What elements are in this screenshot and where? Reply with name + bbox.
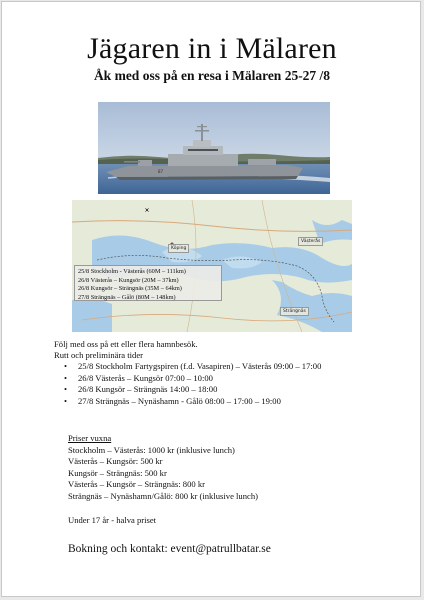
map-route-line: 25/8 Stockholm - Västerås (60M – 111km) [78,268,186,275]
map-route-line: 27/8 Strängnäs – Gålö (80M – 148km) [78,293,176,301]
youth-price: Under 17 år - halva priset [68,515,157,525]
map-route-line: 26/8 Västerås – Kungsör (20M – 37km) [78,276,179,284]
document-page [1,1,421,597]
route-item: • 26/8 Kungsör – Strängnäs 14:00 – 18:00 [54,384,414,396]
route-list [54,361,414,407]
route-item: • 26/8 Västerås – Kungsör 07:00 – 10:00 [54,373,414,385]
route-item: • 27/8 Strängnäs – Nynäshamn - Gålö 08:00 – 17:00 – 19:00 [54,396,414,408]
map-route-line: 26/8 Kungsör – Strängnäs (35M – 64km) [78,285,182,293]
map-label-strangnas: Strängnäs [280,307,309,316]
map-route-legend [74,265,222,301]
svg-text:87: 87 [158,169,164,174]
route-section [54,339,414,407]
price-item: Stockholm – Västerås: 1000 kr (inklusive lunch) [68,444,235,455]
price-item: Västerås – Kungsör: 500 kr [68,456,163,466]
map-label-vasteras: Västerås [298,237,323,246]
route-item: • 25/8 Stockholm Fartygspiren (f.d. Vasapiren) – Västerås 09:00 – 17:00 [54,361,414,373]
ship-illustration [98,102,330,194]
intro-line: Följ med oss på ett eller flera hamnbesök. [54,339,198,349]
price-item: Västerås – Kungsör – Strängnäs: 800 kr [68,479,206,489]
page-title: Jägaren in i Mälaren [87,32,337,65]
page-subtitle: Åk med oss på en resa i Mälaren 25-27 /8 [93,68,331,83]
ship-photo [98,102,330,194]
contact-line: Bokning och kontakt: event@patrullbatar.se [68,543,271,555]
map-label-koping: Köping [168,244,189,253]
intro-line: Rutt och preliminära tider [54,350,144,360]
price-section [68,433,388,502]
price-heading: Priser vuxna [68,433,112,443]
price-item: Kungsör – Strängnäs: 500 kr [68,467,167,478]
price-item: Strängnäs – Nynäshamn/Gålö: 800 kr (inklusive lunch) [68,490,258,501]
